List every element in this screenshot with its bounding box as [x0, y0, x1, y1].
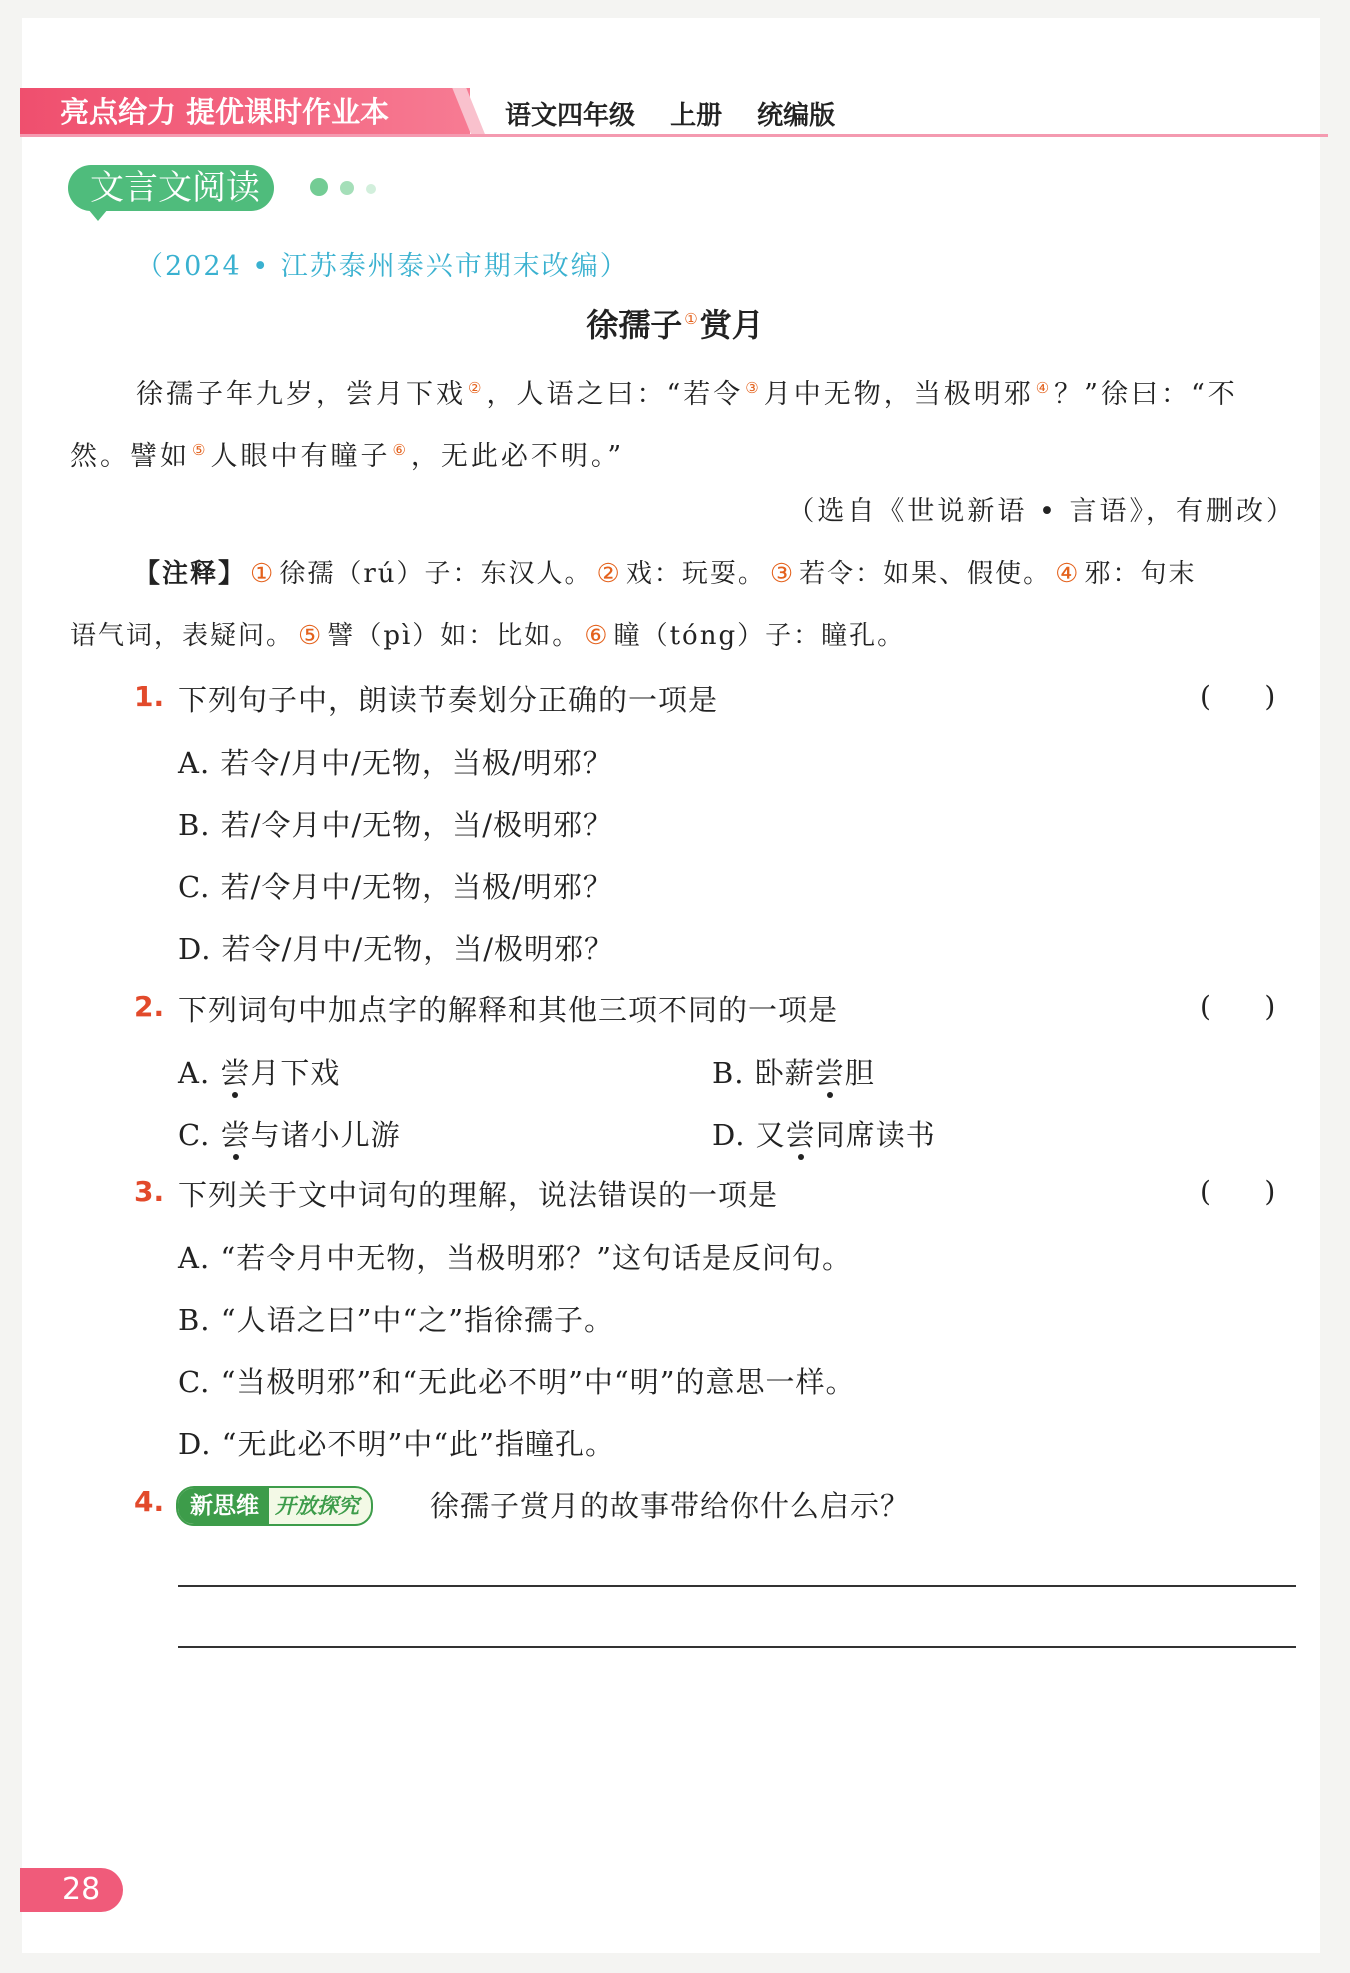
question-1-option-b: B. 若/令月中/无物，当/极明邪？	[178, 808, 614, 842]
question-4-number: 4.	[134, 1485, 165, 1518]
question-2-option-a: A. 尝月下戏	[178, 1056, 341, 1090]
page-number: 28	[20, 1868, 123, 1912]
dotted-char: 尝	[220, 1056, 251, 1090]
passage-line-2: 然。譬如 ⑤人眼中有瞳子 ⑥，无此必不明。”	[70, 441, 625, 472]
passage-citation: （选自《世说新语 • 言语》，有删改）	[787, 496, 1296, 527]
answer-line[interactable]	[178, 1646, 1296, 1648]
book-info	[505, 95, 861, 132]
question-2-option-c: C. 尝与诸小儿游	[178, 1118, 401, 1152]
passage-line-1: 徐孺子年九岁，尝月下戏 ②，人语之曰：“若令 ③月中无物，当极明邪 ④？”徐曰：“不	[136, 379, 1238, 410]
question-2-number: 2.	[134, 990, 165, 1023]
answer-bracket[interactable]: ( )	[1200, 680, 1276, 713]
question-4-text: 徐孺子赏月的故事带给你什么启示？	[430, 1489, 911, 1523]
series-banner: 亮点给力 提优课时作业本	[20, 88, 470, 136]
answer-bracket[interactable]: ( )	[1200, 990, 1276, 1023]
question-1-option-c: C. 若/令月中/无物，当极/明邪？	[178, 870, 613, 904]
question-2-option-d: D. 又尝同席读书	[712, 1118, 936, 1152]
volume-label: 上册	[670, 101, 723, 131]
answer-line[interactable]	[178, 1585, 1296, 1587]
source-note: （2024 • 江苏泰州泰兴市期末改编）	[136, 251, 629, 282]
grade-label: 语文四年级	[505, 101, 636, 131]
question-2-text: 下列词句中加点字的解释和其他三项不同的一项是	[178, 993, 839, 1027]
deco-dot-icon	[310, 178, 328, 196]
question-3-option-d: D. “无此必不明”中“此”指瞳孔。	[178, 1427, 615, 1461]
deco-dot-icon	[366, 184, 376, 194]
new-thinking-tag: 新思维 开放探究	[176, 1486, 373, 1526]
annotation-line-1: 【注释】 ① 徐孺（rú）子：东汉人。 ② 戏：玩耍。 ③ 若令：如果、假使。 ④ 邪：句末	[134, 559, 1197, 589]
dotted-char: 尝	[785, 1118, 816, 1152]
edition-label: 统编版	[757, 101, 836, 131]
question-1-option-a: A. 若令/月中/无物，当极/明邪？	[178, 746, 613, 780]
question-3-option-b: B. “人语之曰”中“之”指徐孺子。	[178, 1303, 615, 1337]
question-1-option-d: D. 若令/月中/无物，当/极明邪？	[178, 932, 614, 966]
dotted-char: 尝	[814, 1056, 845, 1090]
question-2-option-b: B. 卧薪尝胆	[712, 1056, 875, 1090]
annotation-line-2: 语气词，表疑问。 ⑤ 譬（pì）如：比如。 ⑥ 瞳（tóng）子：瞳孔。	[70, 621, 906, 651]
question-1-text: 下列句子中，朗读节奏划分正确的一项是	[178, 683, 719, 717]
question-3-text: 下列关于文中词句的理解，说法错误的一项是	[178, 1178, 779, 1212]
passage-title: 徐孺子 ①赏月	[586, 306, 764, 344]
question-1-number: 1.	[134, 680, 165, 713]
header-rule	[20, 134, 1328, 137]
deco-dot-icon	[340, 181, 354, 195]
section-title: 文言文阅读	[68, 165, 274, 211]
answer-bracket[interactable]: ( )	[1200, 1175, 1276, 1208]
dotted-char: 尝	[220, 1118, 251, 1152]
question-3-option-c: C. “当极明邪”和“无此必不明”中“明”的意思一样。	[178, 1365, 856, 1399]
question-3-number: 3.	[134, 1175, 165, 1208]
question-3-option-a: A. “若令月中无物，当极明邪？”这句话是反问句。	[178, 1241, 853, 1275]
